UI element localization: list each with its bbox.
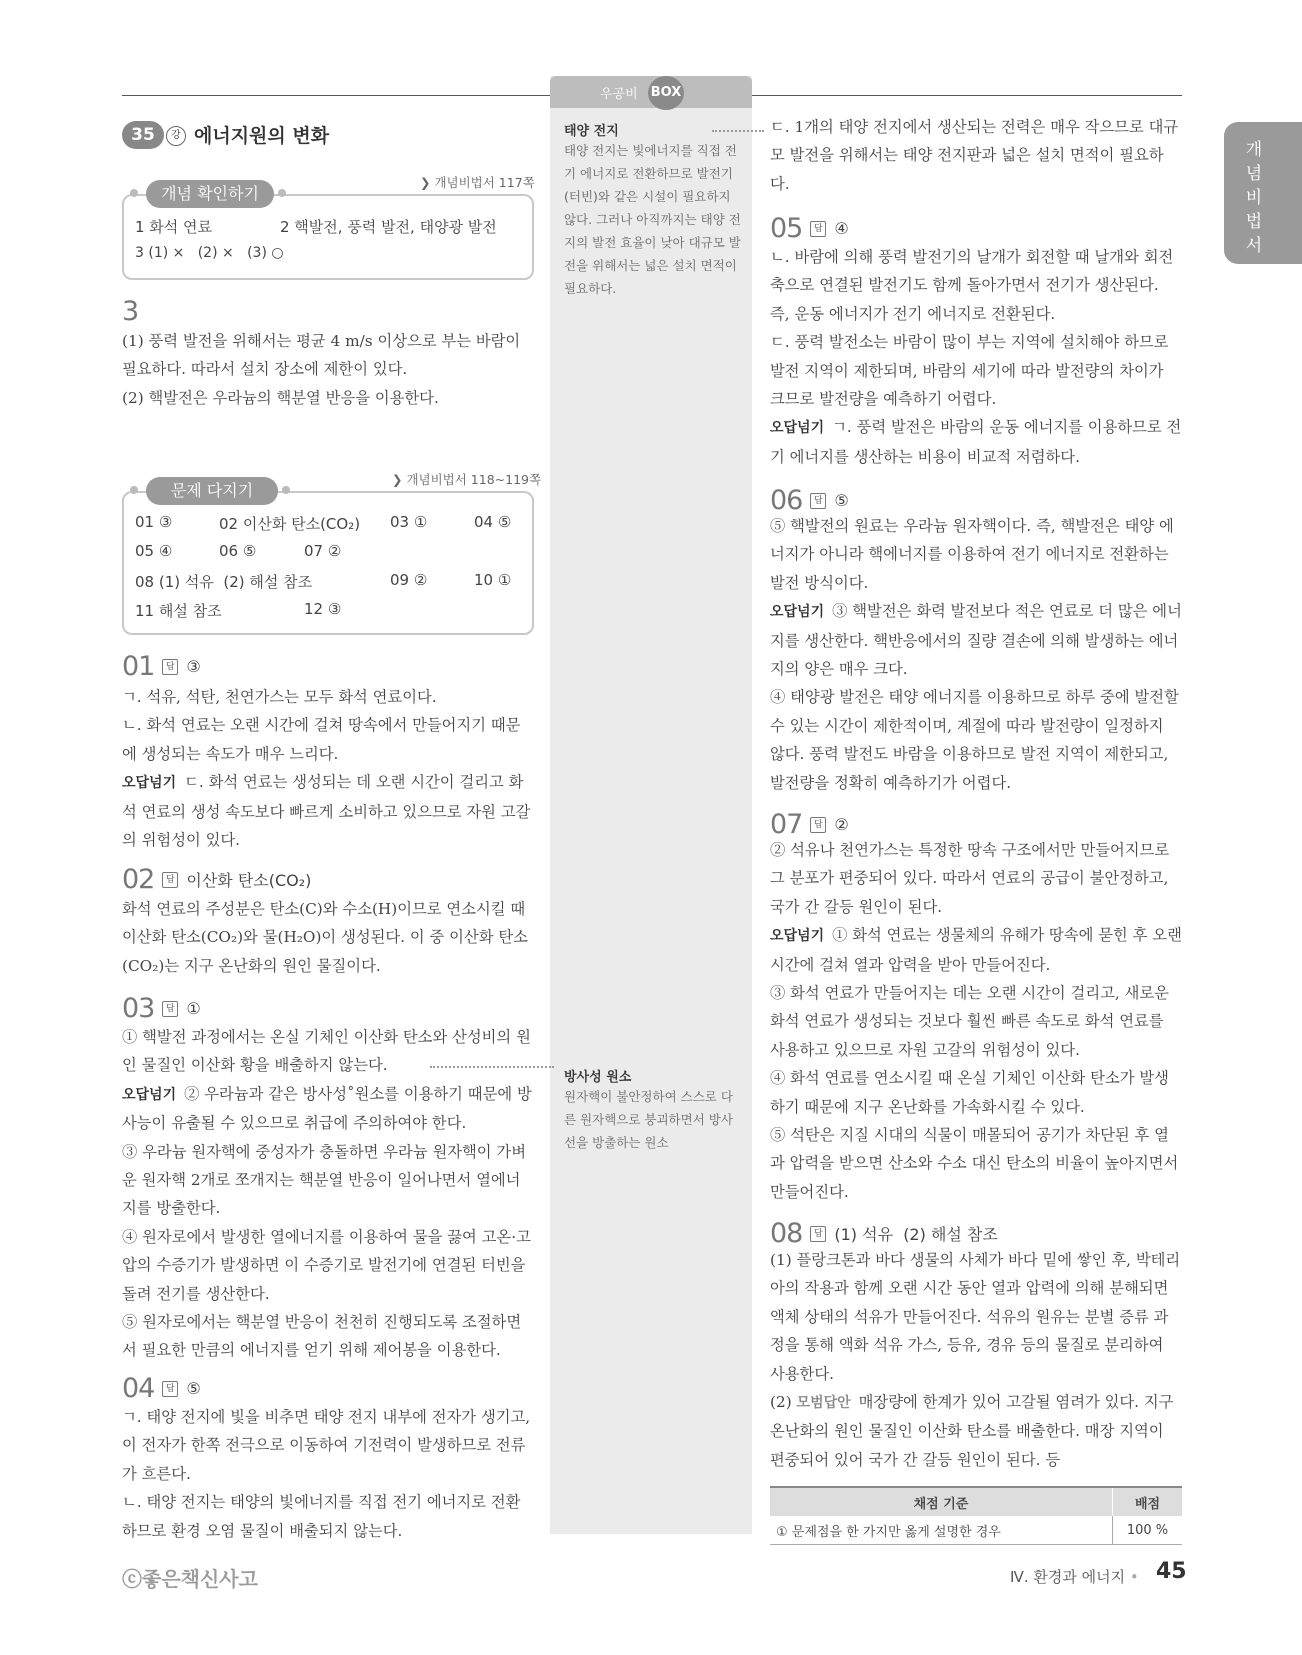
pill-dot-right [278, 189, 286, 197]
table-row [770, 1516, 1182, 1545]
note-leader-line [430, 1066, 554, 1068]
pill-dot-left [130, 189, 138, 197]
practice-ref: ❯ 개념비법서 118~119쪽 [392, 472, 542, 487]
answer-para: ㄱ. 석유, 석탄, 천연가스는 모두 화석 연료이다. [122, 688, 437, 706]
answer-para: ⑤ 석탄은 지질 시대의 식물이 매몰되어 공기가 차단된 후 열과 압력을 받으면 산소와 수소 대신 탄소의 비율이 높아지면서 만들어진다. [770, 1126, 1179, 1201]
answer-para: ④ 원자로에서 발생한 열에너지를 이용하여 물을 끓여 고온·고압의 수증기가 발생하면 이 수증기로 발전기에 연결된 터빈을 돌려 전기를 생산한다. [122, 1227, 531, 1303]
answer-number: 01 [122, 651, 155, 682]
answer-value: ⑤ [186, 1379, 201, 1398]
wrong-note: 오답넘기 ③ 핵발전은 화력 발전보다 적은 연료로 더 많은 에너지를 생산한다. 핵반응에서의 질량 결손에 의해 발생하는 에너지의 양은 매우 크다. [770, 602, 1182, 679]
answer-number: 05 [770, 213, 803, 244]
answer-04-header [122, 1373, 201, 1404]
practice-cell: 02 이산화 탄소(CO₂) [219, 515, 361, 533]
box-badge: BOX [648, 76, 684, 110]
practice-title: 문제 다지기 [146, 477, 278, 505]
wrong-note: 오답넘기 ㄷ. 화석 연료는 생성되는 데 오랜 시간이 걸리고 화석 연료의 생성 속도보다 빠르게 소비하고 있으므로 자원 고갈의 위험성이 있다. [122, 773, 531, 850]
wrong-badge: 오답넘기 [770, 928, 825, 945]
concept-row2: 3 (1) × (2) × (3) ○ [135, 245, 284, 261]
answer-number: 06 [770, 485, 803, 516]
answer-04-body [122, 1403, 534, 1545]
section-label: Ⅳ. 환경과 에너지 • [1010, 1568, 1139, 1586]
answer-03-header [122, 993, 201, 1024]
answer-para: ㄴ. 화석 연료는 오랜 시간에 걸쳐 땅속에서 만들어지기 때문에 생성되는 속도가 매우 느리다. [122, 716, 521, 763]
q3-body [122, 327, 534, 412]
q3-para-2: (2) 핵발전은 우라늄의 핵분열 반응을 이용한다. [122, 388, 439, 407]
sidebar-note-text: 태양 전지는 빛에너지를 직접 전기 에너지로 전환하므로 발전기(터빈)와 같은 시설이 필요하지 않다. 그러나 아직까지는 태양 전지의 발전 효율이 낮아 대규모 발전을 위해서는 넓은 설치 면적이 필요하다. [564, 143, 741, 296]
sidebar-note-title: 방사성 원소 [564, 1070, 632, 1085]
q3-para-1: (1) 풍력 발전을 위해서는 평균 4 m/s 이상으로 부는 바람이 필요하다. 따라서 설치 장소에 제한이 있다. [122, 332, 521, 379]
practice-cell: 01 ③ [135, 513, 173, 531]
answer-05-body [770, 243, 1182, 471]
practice-cell: 06 ⑤ [219, 542, 257, 560]
practice-cell: 04 ⑤ [474, 513, 512, 531]
answer-icon: 답 [162, 1001, 178, 1017]
chevron-right-icon: ❯ [420, 175, 435, 190]
answer-para: ㄴ. 태양 전지는 태양의 빛에너지를 직접 전기 에너지로 전환하므로 환경 오염 물질이 배출되지 않는다. [122, 1493, 521, 1540]
concept-title: 개념 확인하기 [146, 180, 274, 208]
chevron-right-icon: ❯ [392, 472, 407, 487]
pill-dot-left [130, 486, 138, 494]
sidebar-note-title: 태양 전지 [564, 124, 619, 139]
practice-cell: 07 ② [304, 542, 342, 560]
concept-row1-a: 1 화석 연료 [135, 218, 213, 236]
answer-icon: 답 [162, 659, 178, 675]
practice-cell: 09 ② [390, 571, 428, 589]
concept-row1-b: 2 핵발전, 풍력 발전, 태양광 발전 [280, 218, 497, 236]
answer-para: (1) 플랑크톤과 바다 생물의 사체가 바다 밑에 쌓인 후, 박테리아의 작용과 함께 오랜 시간 동안 열과 압력에 의해 분해되면 액체 상태의 석유가 만들어진다. 석유의 원유는 분별 증류 과정을 통해 액화 석유 가스, 등유, 경유 등의 물질로 분리하여 사용한다. [770, 1251, 1181, 1383]
note-leader-line [712, 130, 764, 132]
answer-value: (1) 석유 (2) 해설 참조 [834, 1225, 998, 1244]
answer-icon: 답 [810, 1226, 826, 1242]
practice-cell: 12 ③ [304, 600, 342, 618]
answer-04-continued [770, 113, 1182, 198]
answer-para: ③ 우라늄 원자핵에 중성자가 충돌하면 우라늄 원자핵이 가벼운 원자핵 2개로 쪼개지는 핵분열 반응이 일어나면서 열에너지를 방출한다. [122, 1142, 526, 1218]
criteria-header-row [770, 1487, 1182, 1516]
practice-cell: 08 (1) 석유 (2) 해설 참조 [135, 573, 313, 591]
answer-para: ③ 화석 연료가 만들어지는 데는 오랜 시간이 걸리고, 새로운 화석 연료가 생성되는 것보다 훨씬 빠른 속도로 화석 연료를 사용하고 있으므로 자원 고갈의 위험성이 있다. [770, 984, 1169, 1059]
answer-icon: 답 [810, 493, 826, 509]
sidebar-note-radioactive [564, 1066, 742, 1154]
answer-para: ㄷ. 풍력 발전소는 바람이 많이 부는 지역에 설치해야 하므로 발전 지역이 제한되며, 바람의 세기에 따라 발전량의 차이가 크므로 발전량을 예측하기 어렵다. [770, 333, 1169, 409]
answer-value: ③ [186, 657, 201, 676]
wrong-badge: 오답넘기 [770, 604, 825, 621]
answer-01-body [122, 683, 534, 854]
answer-number: 08 [770, 1218, 803, 1249]
sidebar-note-text: 원자핵이 불안정하여 스스로 다른 원자핵으로 붕괴하면서 방사선을 방출하는 원소 [564, 1089, 733, 1150]
answer-07-body [770, 836, 1182, 1206]
wrong-badge: 오답넘기 [122, 775, 177, 792]
practice-cell: 03 ① [390, 513, 428, 531]
chapter-number: 35 [122, 121, 164, 149]
chapter-gang-badge: 강 [166, 126, 186, 146]
answer-03-body [122, 1023, 534, 1365]
criteria-cell: 100 % [1113, 1516, 1183, 1545]
answer-icon: 답 [810, 221, 826, 237]
answer-value: ⑤ [834, 491, 849, 510]
answer-para: 화석 연료의 주성분은 탄소(C)와 수소(H)이므로 연소시킬 때 이산화 탄소(CO₂)와 물(H₂O)이 생성된다. 이 중 이산화 탄소(CO₂)는 지구 온난화의 원인 물질이다. [122, 900, 528, 975]
answer-06-body [770, 512, 1182, 797]
answer-para: ① 핵발전 과정에서는 온실 기체인 이산화 탄소와 산성비의 원인 물질인 이산화 황을 배출하지 않는다. [122, 1028, 531, 1075]
pill-dot-right [282, 486, 290, 494]
practice-cell: 11 해설 참조 [135, 602, 222, 620]
concept-ref: ❯ 개념비법서 117쪽 [420, 175, 535, 190]
answer-para: ④ 화석 연료를 연소시킬 때 온실 기체인 이산화 탄소가 발생하기 때문에 지구 온난화를 가속화시킬 수 있다. [770, 1069, 1169, 1116]
answer-value: ① [186, 999, 201, 1018]
answer-value: 이산화 탄소(CO₂) [186, 871, 312, 890]
answer-icon: 답 [162, 872, 178, 888]
answer-para: ② 석유나 천연가스는 특정한 땅속 구조에서만 만들어지므로 그 분포가 편중되어 있다. 따라서 연료의 공급이 불안정하고, 국가 간 갈등 원인이 된다. [770, 841, 1170, 916]
criteria-header: 배점 [1113, 1487, 1183, 1516]
page-number: 45 [1156, 1559, 1187, 1584]
answer-02-body [122, 895, 534, 980]
answer-icon: 답 [810, 817, 826, 833]
wrong-note: 오답넘기 ② 우라늄과 같은 방사성˚원소를 이용하기 때문에 방사능이 유출될 수 있으므로 취급에 주의하여야 한다. [122, 1084, 532, 1133]
answer-number: 02 [122, 864, 155, 895]
wrong-badge: 오답넘기 [122, 1086, 177, 1103]
sidebar-header-label: 우공비 [600, 87, 638, 102]
sidebar-note-solar [564, 120, 742, 300]
answer-value: ④ [834, 219, 849, 238]
wrong-note: 오답넘기 ① 화석 연료는 생물체의 유해가 땅속에 묻힌 후 오랜 시간에 걸쳐 열과 압력을 받아 만들어진다. [770, 926, 1182, 974]
answer-08-body [770, 1246, 1182, 1474]
answer-para: ④ 태양광 발전은 태양 에너지를 이용하므로 하루 중에 발전할 수 있는 시간이 제한적이며, 계절에 따라 발전량이 일정하지 않다. 풍력 발전도 바람을 이용하므로 발전 지역이 제한되고, 발전량을 정확히 예측하기가 어렵다. [770, 688, 1179, 792]
answer-05-header [770, 213, 849, 244]
criteria-header: 채점 기준 [770, 1487, 1113, 1516]
answer-number: 04 [122, 1373, 155, 1404]
answer-para: ㄷ. 1개의 태양 전지에서 생산되는 전력은 매우 작으므로 대규모 발전을 위해서는 태양 전지판과 넓은 설치 면적이 필요하다. [770, 118, 1179, 193]
practice-cell: 05 ④ [135, 542, 173, 560]
q3-number: 3 [122, 296, 139, 327]
criteria-cell: ① 문제점을 한 가지만 옳게 설명한 경우 [770, 1516, 1113, 1545]
answer-08-header [770, 1218, 998, 1249]
answer-para: ㄴ. 바람에 의해 풍력 발전기의 날개가 회전할 때 날개와 회전축으로 연결된 발전기도 함께 돌아가면서 전기가 생산된다. 즉, 운동 에너지가 전기 에너지로 전환된다. [770, 248, 1174, 323]
answer-number: 07 [770, 809, 803, 840]
answer-para: ㄱ. 태양 전지에 빛을 비추면 태양 전지 내부에 전자가 생기고, 이 전자가 한쪽 전극으로 이동하여 기전력이 발생하므로 전류가 흐른다. [122, 1408, 531, 1483]
model-badge: 모범답안 [796, 1395, 851, 1412]
answer-number: 03 [122, 993, 155, 1024]
practice-cell: 10 ① [474, 571, 512, 589]
criteria-table [770, 1486, 1182, 1545]
answer-02-header [122, 864, 311, 895]
answer-01-header [122, 651, 201, 682]
publisher-logo: ⓒ좋은책신사고 [122, 1567, 258, 1591]
chapter-title: 에너지원의 변화 [194, 125, 330, 147]
answer-icon: 답 [162, 1381, 178, 1397]
answer-para: ⑤ 원자로에서는 핵분열 반응이 천천히 진행되도록 조절하면서 필요한 만큼의 에너지를 얻기 위해 제어봉을 이용한다. [122, 1313, 522, 1360]
side-tab-label: 개념비법서 [1245, 140, 1263, 256]
answer-para: ⑤ 핵발전의 원료는 우라늄 원자핵이다. 즉, 핵발전은 태양 에너지가 아니라 핵에너지를 이용하여 전기 에너지로 전환하는 발전 방식이다. [770, 517, 1174, 592]
wrong-note: 오답넘기 ㄱ. 풍력 발전은 바람의 운동 에너지를 이용하므로 전기 에너지를 생산하는 비용이 비교적 저렴하다. [770, 418, 1182, 466]
answer-value: ② [834, 815, 849, 834]
wrong-badge: 오답넘기 [770, 420, 825, 437]
model-answer: (2) 모범답안 매장량에 한계가 있어 고갈될 염려가 있다. 지구 온난화의 원인 물질인 이산화 탄소를 배출한다. 매장 지역이 편중되어 있어 국가 간 갈등 원인이 된다. 등 [770, 1393, 1174, 1469]
